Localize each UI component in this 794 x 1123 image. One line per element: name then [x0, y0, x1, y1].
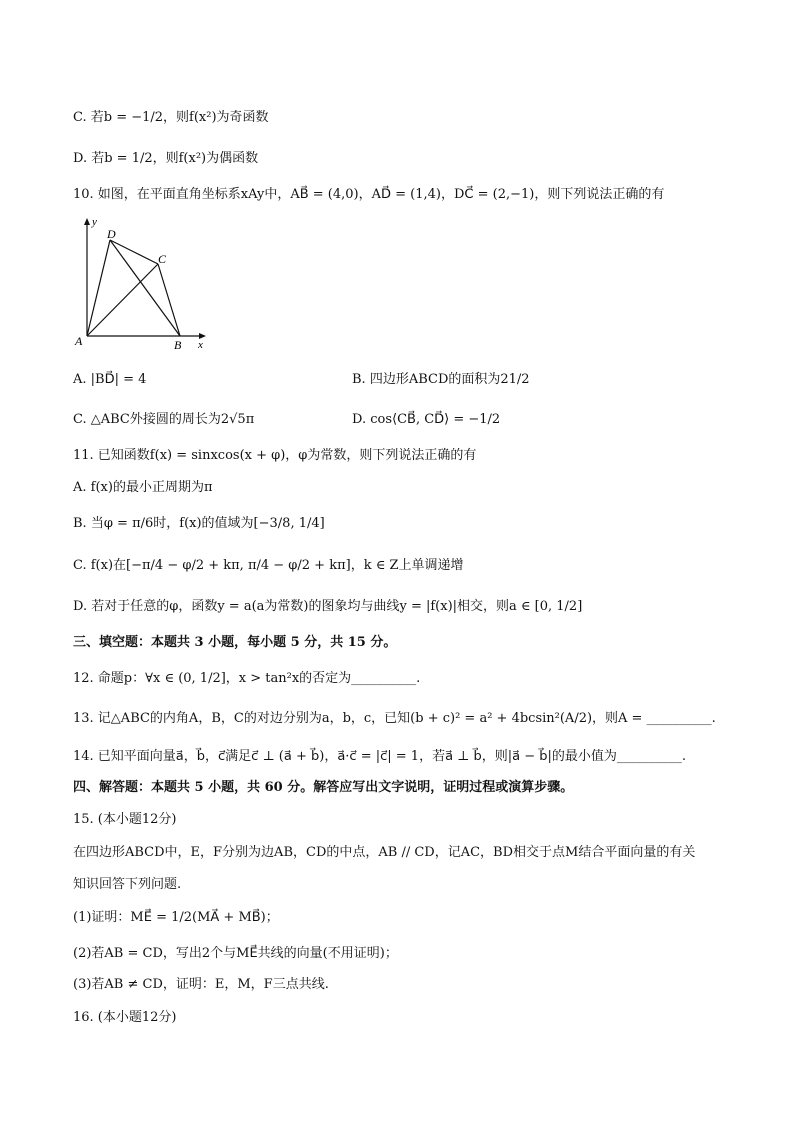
q15-part-2: (2)若AB = CD，写出2个与ME⃗共线的向量(不用证明)； [73, 946, 398, 961]
segment-dc [110, 240, 158, 264]
section-3-heading: 三、填空题：本题共 3 小题，每小题 5 分，共 15 分。 [73, 635, 397, 650]
q13: 13. 记△ABC的内角A，B，C的对边分别为a，b，c，已知(b + c)² = a² + 4bcsin²(A/2)，则A = __________. [73, 711, 716, 726]
q10-option-b: B. 四边形ABCD的面积为21/2 [352, 372, 530, 387]
q15-stem-line2: 知识回答下列问题. [73, 877, 182, 892]
q14: 14. 已知平面向量a⃗，b⃗，c⃗满足c⃗ ⊥ (a⃗ + b⃗)，a⃗·c⃗ = |c⃗| = 1，若a⃗ ⊥ b⃗，则|a⃗ − b⃗|的最小值为__________. [73, 749, 687, 764]
q10-figure [70, 214, 215, 350]
label-a: A [75, 334, 83, 348]
q15-heading: 15. (本小题12分) [73, 812, 177, 827]
section-4-heading: 四、解答题：本题共 5 小题，共 60 分。解答应写出文字说明，证明过程或演算步骤。 [73, 780, 574, 795]
q9-option-c: C. 若b = −1/2，则f(x²)为奇函数 [73, 110, 269, 125]
q11-option-b: B. 当φ = π/6时，f(x)的值域为[−3/8, 1/4] [73, 516, 325, 531]
segment-ac [87, 264, 158, 336]
segment-cb [158, 264, 180, 336]
q15-part-3: (3)若AB ≠ CD，证明：E，M，F三点共线. [73, 977, 329, 992]
q10-stem: 10. 如图，在平面直角坐标系xAy中，AB⃗ = (4,0)，AD⃗ = (1,4)，DC⃗ = (2,−1)，则下列说法正确的有 [73, 187, 665, 202]
label-d: D [107, 227, 116, 241]
q15-stem-line1: 在四边形ABCD中，E，F分别为边AB，CD的中点，AB // CD，记AC，BD相交于点M结合平面向量的有关 [73, 845, 696, 860]
q15-part-1: (1)证明：ME⃗ = 1/2(MA⃗ + MB⃗)； [73, 910, 279, 925]
segment-ad [87, 240, 110, 336]
label-y: y [92, 216, 97, 228]
y-axis-arrow [84, 218, 90, 225]
q10-option-c: C. △ABC外接圆的周长为2√5π [73, 412, 255, 427]
q11-stem: 11. 已知函数f(x) = sinxcos(x + φ)，φ为常数，则下列说法正确的有 [73, 448, 477, 463]
q11-option-c: C. f(x)在[−π/4 − φ/2 + kπ, π/4 − φ/2 + kπ]，k ∈ Z上单调递增 [73, 558, 464, 573]
label-x: x [198, 339, 203, 350]
segment-db [110, 240, 180, 336]
q10-option-d: D. cos⟨CB⃗, CD⃗⟩ = −1/2 [352, 412, 501, 427]
q9-option-d: D. 若b = 1/2，则f(x²)为偶函数 [73, 151, 259, 166]
label-c: C [158, 252, 167, 266]
q11-option-d: D. 若对于任意的φ，函数y = a(a为常数)的图象均与曲线y = |f(x)|相交，则a ∈ [0, 1/2] [73, 599, 583, 614]
q16-heading: 16. (本小题12分) [73, 1010, 177, 1025]
q12: 12. 命题p：∀x ∈ (0, 1/2]，x > tan²x的否定为__________. [73, 671, 421, 686]
q11-option-a: A. f(x)的最小正周期为π [73, 480, 213, 495]
label-b: B [174, 338, 182, 350]
q10-option-a: A. |BD⃗| = 4 [73, 372, 147, 387]
